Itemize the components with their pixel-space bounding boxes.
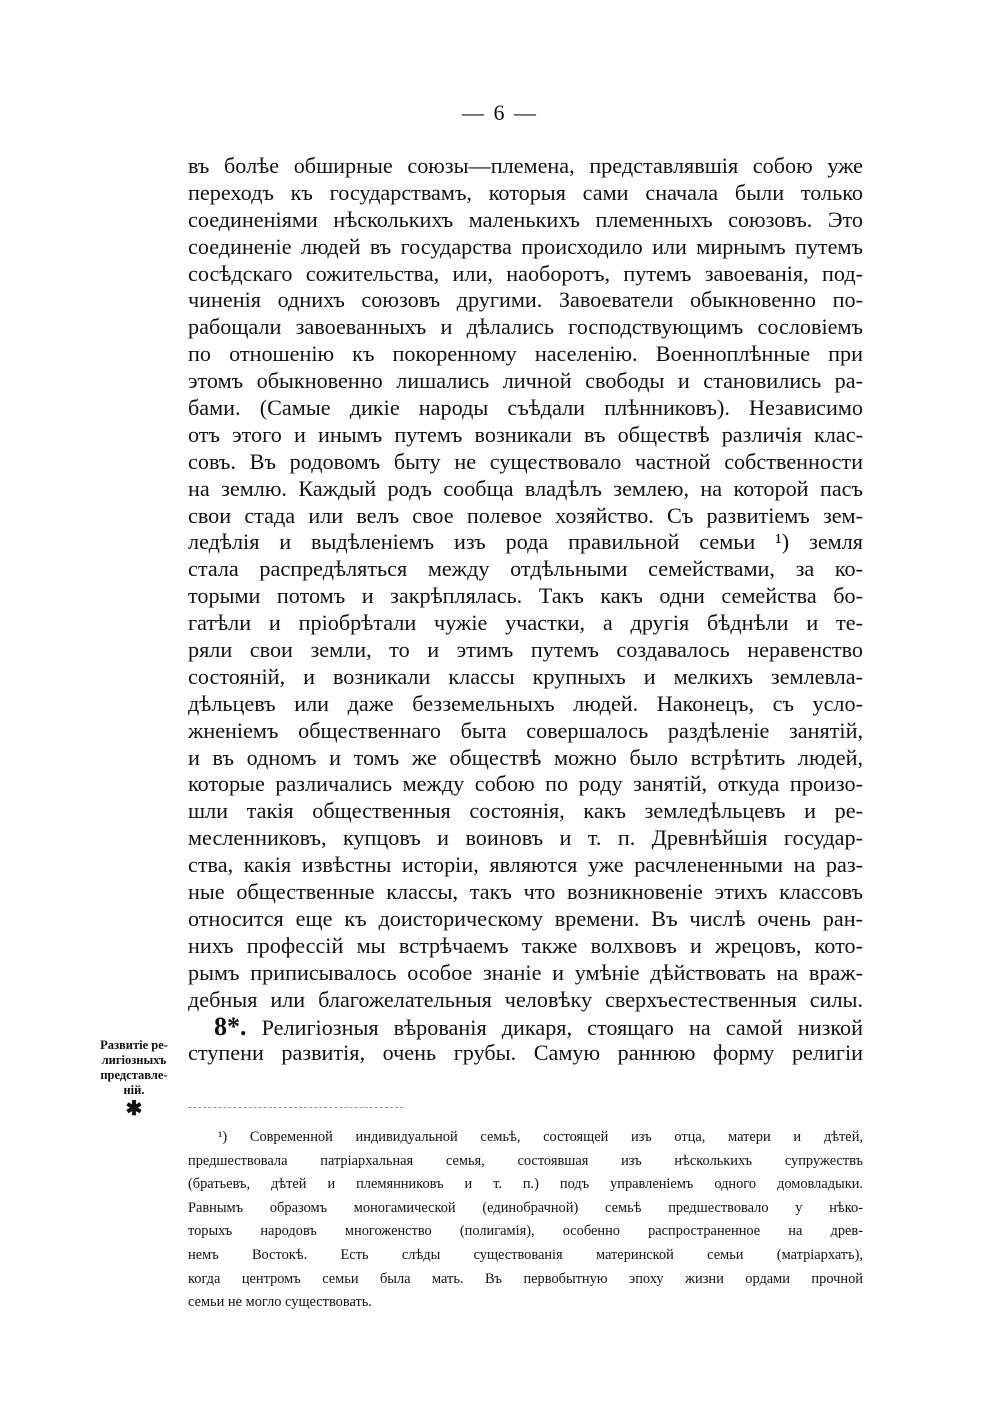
footnote-line: Равнымъ образомъ моногамической (единобрачной) семьѣ предшествовало у нѣко-	[188, 1199, 863, 1216]
text-line: переходъ къ государствамъ, которыя сами сначала были только	[188, 179, 863, 205]
text-line: сосѣдскаго сожительства, или, наоборотъ, путемъ завоеванія, под-	[188, 260, 863, 286]
footnote-line: когда центромъ семьи была мать. Въ первобытную эпоху жизни ордами прочной	[188, 1270, 863, 1287]
page-number: — 6 —	[462, 100, 538, 125]
text-line: бами. (Самые дикіе народы съѣдали плѣнниковъ). Независимо	[188, 395, 863, 421]
text-line: въ болѣе обширные союзы—племена, представлявшія собою уже	[188, 153, 863, 178]
margin-note	[84, 1038, 184, 1120]
text-line: чиненія однихъ союзовъ другими. Завоеватели обыкновенно по-	[188, 287, 863, 313]
text-line: ные общественные классы, такъ что возникновеніе этихъ классовъ	[188, 879, 863, 905]
section-first-line	[188, 1011, 863, 1041]
text-line: торыми потомъ и закрѣплялась. Такъ какъ одни семейства бо-	[188, 583, 863, 609]
footnotes	[188, 1126, 863, 1315]
text-line: относится еще къ доисторическому времени. Въ числѣ очень ран-	[188, 905, 863, 931]
section-text: Религіозныя вѣрованія дикаря, стоящаго на самой низкой	[261, 1014, 863, 1040]
text-line: на землю. Каждый родъ сообща владѣлъ землею, на которой пасъ	[188, 475, 863, 501]
text-line: дебныя или благожелательныя человѣку сверхъестественныя силы.	[188, 986, 863, 1012]
footnote-line: немъ Востокѣ. Есть слѣды существованія материнской семьи (матріархатъ),	[188, 1246, 863, 1263]
text-line: стала распредѣляться между отдѣльными семействами, за ко-	[188, 556, 863, 582]
text-line: нихъ профессій мы встрѣчаемъ также волхвовъ и жрецовъ, кото-	[188, 932, 863, 958]
text-line: шли такія общественныя состоянія, какъ земледѣльцевъ и ре-	[188, 798, 863, 824]
text-line: совъ. Въ родовомъ быту не существовало частной собственности	[188, 448, 863, 474]
main-text	[188, 153, 863, 1067]
text-line: ступени развитія, очень грубы. Самую раннюю форму религіи	[188, 1040, 863, 1066]
footnote-line: торыхъ народовъ многоженство (полигамія), особенно распространенное на древ-	[188, 1223, 863, 1240]
text-line: жненіемъ общественнаго быта совершалось раздѣленіе занятій,	[188, 717, 863, 743]
text-line: соединеніями нѣсколькихъ маленькихъ племенныхъ союзовъ. Это	[188, 206, 863, 232]
text-line: дѣльцевъ или даже безземельныхъ людей. Наконецъ, съ усло-	[188, 690, 863, 716]
section-number: 8*.	[214, 1011, 247, 1041]
star-icon: ✱	[125, 1098, 143, 1120]
text-line: ледѣлія и выдѣленіемъ изъ рода правильной семьи ¹) земля	[188, 529, 863, 555]
text-line: свои стада или велъ свое полевое хозяйство. Съ развитіемъ зем-	[188, 502, 863, 528]
text-line: месленниковъ, купцовъ и воиновъ и т. п. Древнѣйшія государ-	[188, 825, 863, 851]
text-line: которые различались между собою по роду занятій, откуда произо-	[188, 771, 863, 797]
footnote-line: ¹) Современной индивидуальной семьѣ, состоящей изъ отца, матери и дѣтей,	[218, 1129, 863, 1145]
text-line: соединеніе людей въ государства происходило или мирнымъ путемъ	[188, 233, 863, 259]
margin-note-line: лигіозныхъ	[101, 1053, 167, 1067]
footnote-line: семьи не могло существовать.	[188, 1294, 372, 1311]
text-line: по отношенію къ покоренному населенію. Военноплѣнные при	[188, 341, 863, 367]
margin-note-line: представле-	[100, 1068, 168, 1082]
text-line: ства, какія извѣстны исторіи, являются уже расчлененными на раз-	[188, 852, 863, 878]
text-line: и въ одномъ и томъ же обществѣ можно было встрѣтить людей,	[188, 744, 863, 770]
margin-note-line: Развитіе ре-	[100, 1038, 168, 1052]
margin-note-line: ній.	[123, 1083, 145, 1097]
text-line: рымъ приписывалось особое знаніе и умѣніе дѣйствовать на враж-	[188, 959, 863, 985]
text-line: рабощали завоеванныхъ и дѣлались господствующимъ сословіемъ	[188, 314, 863, 340]
text-line: этомъ обыкновенно лишались личной свободы и становились ра-	[188, 368, 863, 394]
footnote-separator	[188, 1107, 403, 1108]
footnote-line: (братьевъ, дѣтей и племянниковъ и т. п.) подъ управленіемъ одного домовладыки.	[188, 1176, 863, 1193]
footnote-line: предшествовала патріархальная семья, состоявшая изъ нѣсколькихъ супружествъ	[188, 1152, 863, 1169]
text-line: гатѣли и пріобрѣтали чужіе участки, а другія бѣднѣли и те-	[188, 610, 863, 636]
text-line: отъ этого и инымъ путемъ возникали въ обществѣ различія клас-	[188, 421, 863, 447]
text-line: ряли свои земли, то и этимъ путемъ создавалось неравенство	[188, 637, 863, 663]
text-line: состояній, и возникали классы крупныхъ и мелкихъ землевла-	[188, 663, 863, 689]
